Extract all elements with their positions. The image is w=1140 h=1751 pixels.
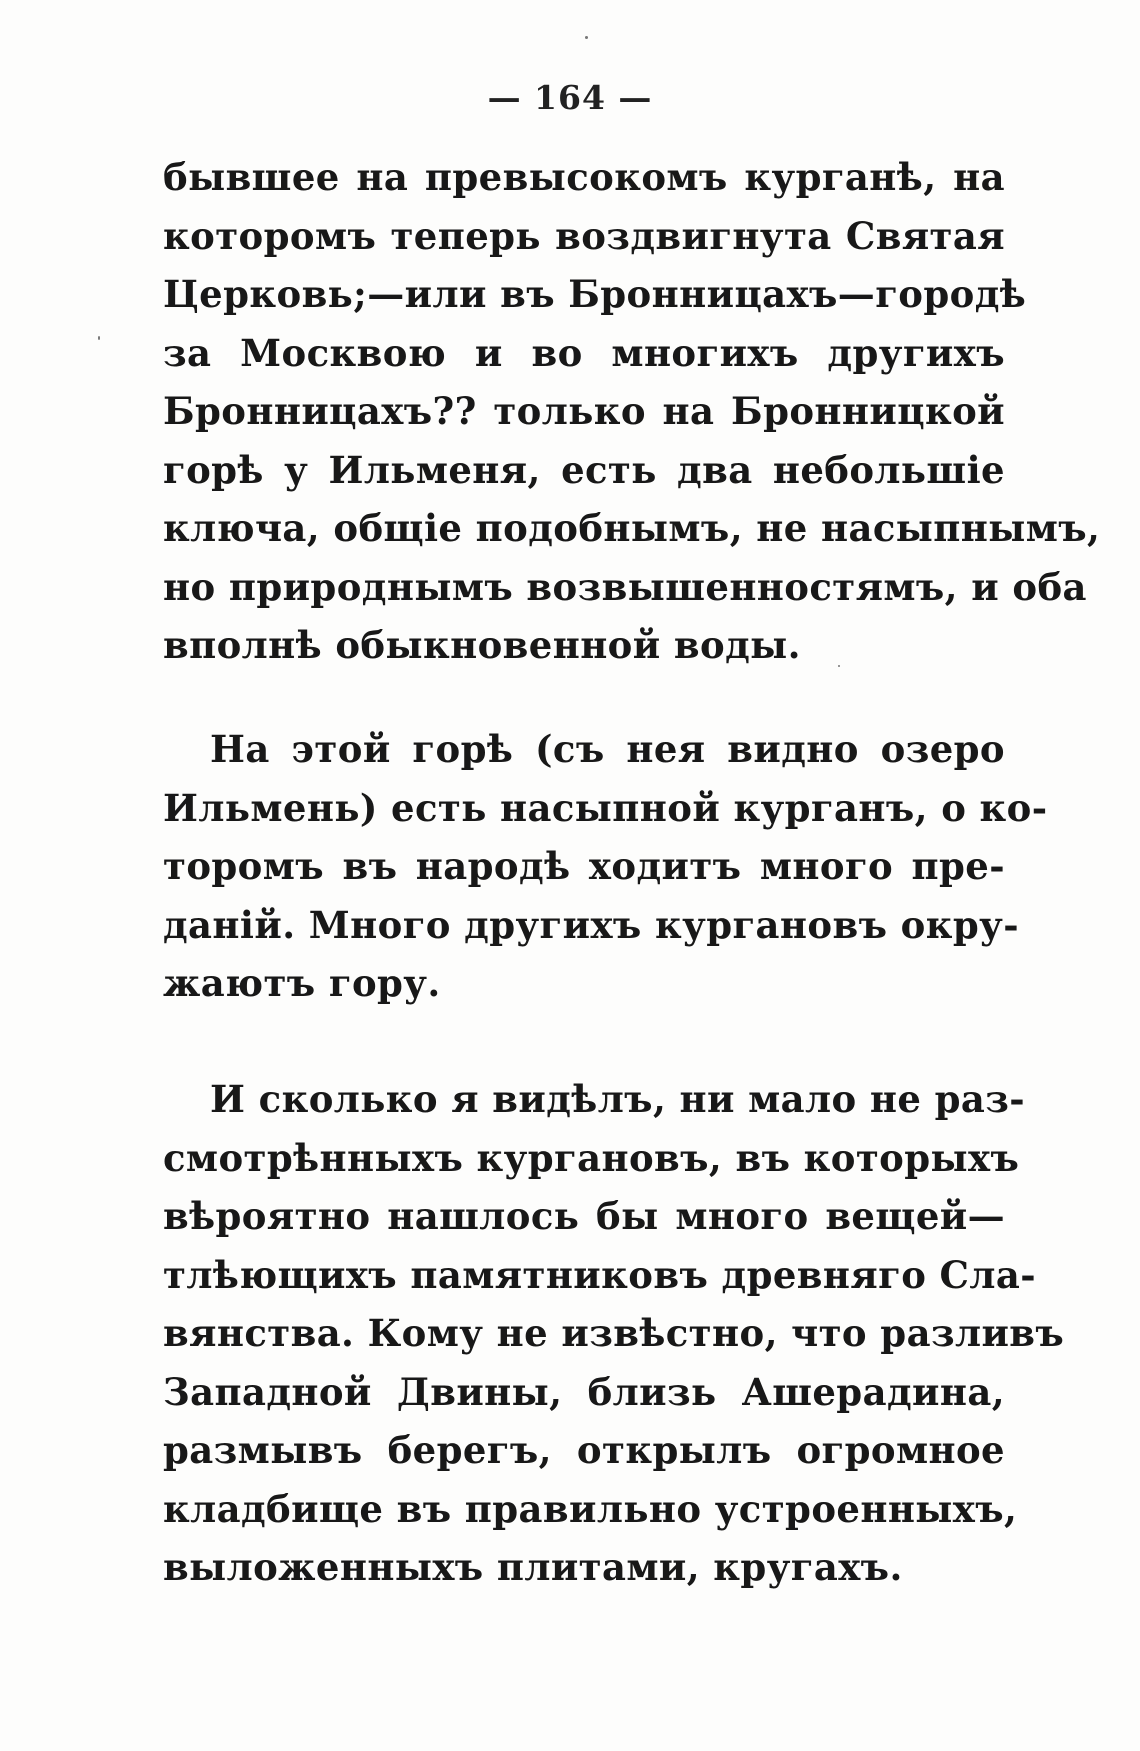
text-line: Бронницахъ?? только на Бронницкой	[163, 389, 1005, 433]
text-line: Ильмень) есть насыпной курганъ, о ко-	[163, 785, 1048, 830]
text-line: которомъ теперь воздвигнута Святая	[163, 213, 1005, 258]
text-line: горѣ у Ильменя, есть два небольшіе	[163, 447, 1005, 492]
text-line: торомъ въ народѣ ходитъ много пре-	[163, 844, 1005, 888]
text-line: даній. Много другихъ кургановъ окру-	[163, 902, 1019, 947]
text-line: размывъ берегъ, открылъ огромное	[163, 1428, 1005, 1472]
text-line: Западной Двины, близь Ашерадина,	[163, 1369, 1005, 1414]
text-line: вполнѣ обыкновенной воды.	[163, 623, 801, 667]
text-line: тлѣющихъ памятниковъ древняго Сла-	[163, 1252, 1037, 1297]
text-line: за Москвою и во многихъ другихъ	[163, 330, 1005, 375]
text-line: Церковь;—или въ Бронницахъ—городѣ	[163, 272, 1027, 316]
text-line: но природнымъ возвышенностямъ, и оба	[163, 564, 1087, 609]
page-number: — 164 —	[487, 78, 653, 117]
text-line: кладбище въ правильно устроенныхъ,	[163, 1486, 1018, 1531]
text-line: выложенныхъ плитами, кругахъ.	[163, 1545, 903, 1589]
text-line: вянства. Кому не извѣстно, что разливъ	[163, 1311, 1065, 1355]
text-line: бывшее на превысокомъ курганѣ, на	[163, 155, 1005, 199]
text-line: ключа, общіе подобнымъ, не насыпнымъ,	[163, 506, 1101, 550]
print-speck	[98, 336, 100, 340]
paragraph-3	[163, 1070, 1065, 1597]
text-line: вѣроятно нашлось бы много вещей—	[163, 1194, 1005, 1238]
print-speck	[838, 665, 840, 667]
text-line: И сколько я видѣлъ, ни мало не раз-	[210, 1077, 1026, 1121]
text-line: На этой горѣ (съ нея видно озеро	[210, 727, 1005, 771]
print-speck	[585, 36, 588, 39]
text-line: жаютъ гору.	[163, 961, 441, 1005]
text-line: смотрѣнныхъ кургановъ, въ которыхъ	[163, 1135, 1020, 1180]
paragraph-1	[163, 148, 1101, 675]
paragraph-2	[163, 720, 1048, 1013]
